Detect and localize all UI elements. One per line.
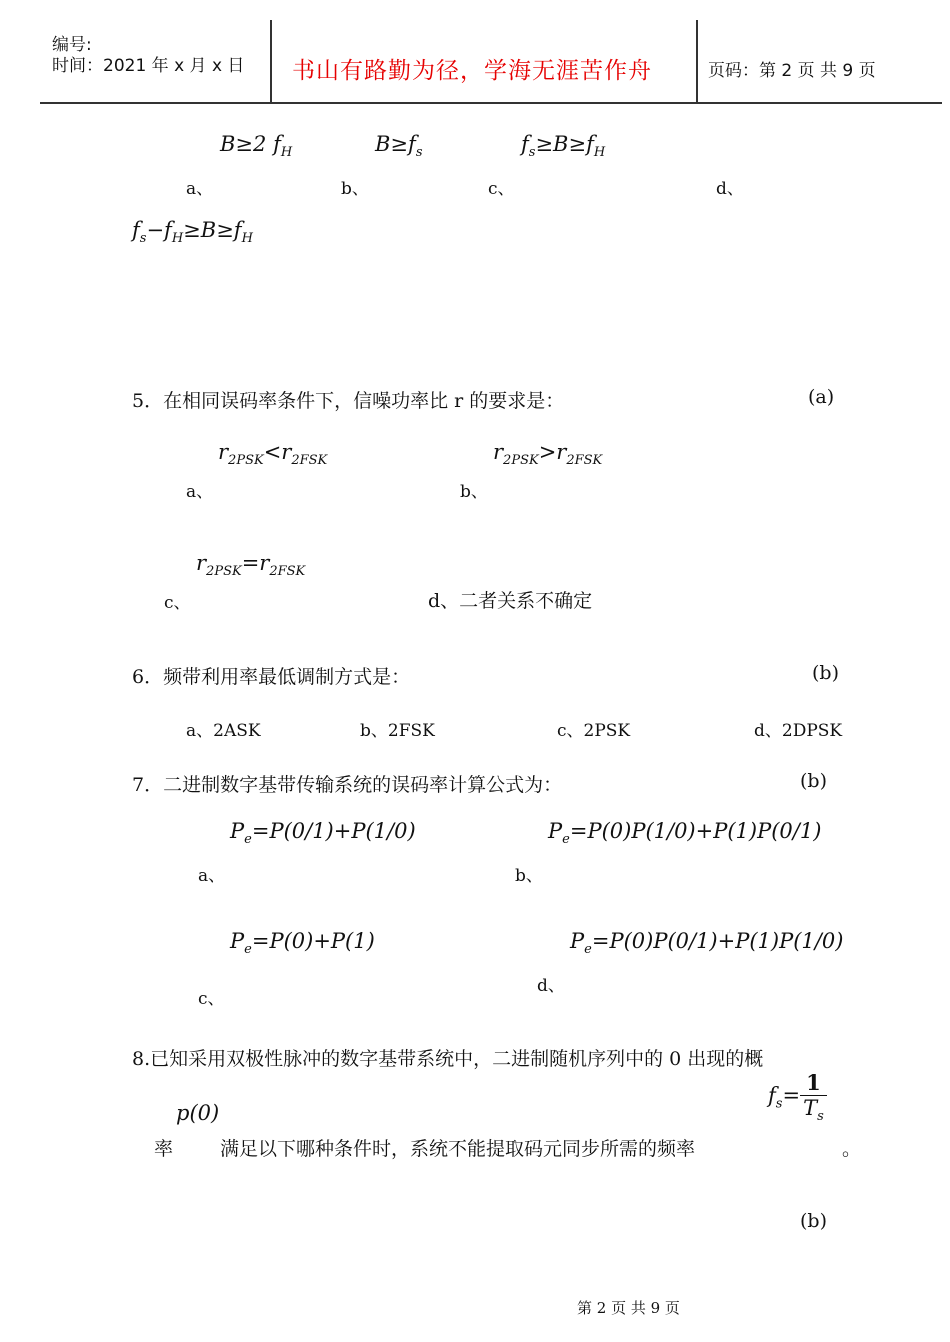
label-4c: c、 [488, 179, 515, 199]
formula-7a: $P_e=P(0/1)+P(1/0)$ [230, 819, 416, 847]
formula-4d: $f_s-f_H\ge B\ge f_H$ [132, 218, 253, 246]
page-footer: 第 2 页 共 9 页 [577, 1299, 680, 1317]
question-8-answer: (b) [800, 1210, 827, 1232]
header-divider-left [270, 20, 272, 103]
question-8-stem-line2-a: 率 [154, 1138, 174, 1160]
option-5d: d、二者关系不确定 [428, 590, 593, 612]
question-5-answer: (a) [808, 386, 835, 408]
formula-5b: $r_{2PSK}>r_{2FSK}$ [493, 440, 603, 468]
question-7-stem: 7．二进制数字基带传输系统的误码率计算公式为： [132, 774, 563, 796]
time-label: 时间：2021 年 x 月 x 日 [52, 56, 245, 76]
label-4b: b、 [341, 179, 369, 199]
question-8-stem-end: 。 [842, 1138, 862, 1160]
label-7a: a、 [198, 866, 226, 886]
question-8-stem-line2-b: 满足以下哪种条件时，系统不能提取码元同步所需的频率 [220, 1138, 696, 1160]
question-6-stem: 6．频带利用率最低调制方式是： [132, 666, 411, 688]
option-6c: c、2PSK [557, 721, 631, 741]
label-4d: d、 [716, 179, 744, 199]
fraction-1-over-Ts: $\frac{1}{T_s}$ [800, 1070, 827, 1124]
formula-4b: $B\ge f_s$ [375, 132, 423, 160]
label-7c: c、 [198, 989, 225, 1009]
question-7-answer: (b) [800, 770, 827, 792]
label-5b: b、 [460, 482, 488, 502]
formula-7b: $P_e=P(0)P(1/0)+P(1)P(0/1)$ [548, 819, 822, 847]
option-6b: b、2FSK [360, 721, 435, 741]
label-4a: a、 [186, 179, 214, 199]
formula-4a: B≥2 $f_H$ [220, 132, 293, 160]
formula-5c: $r_{2PSK}=r_{2FSK}$ [196, 551, 306, 579]
motto: 书山有路勤为径，学海无涯苦作舟 [292, 58, 652, 84]
doc-number-label: 编号: [52, 35, 92, 55]
question-5-stem: 5．在相同误码率条件下，信噪功率比 r 的要求是： [132, 390, 565, 412]
formula-7c: $P_e=P(0)+P(1)$ [230, 929, 375, 957]
formula-7d: $P_e=P(0)P(0/1)+P(1)P(1/0)$ [570, 929, 844, 957]
question-8-stem-line1: 8.已知采用双极性脉冲的数字基带系统中，二进制随机序列中的 0 出现的概 [132, 1048, 764, 1070]
page-info: 页码：第 2 页 共 9 页 [708, 61, 876, 81]
option-6a: a、2ASK [186, 721, 261, 741]
label-7b: b、 [515, 866, 543, 886]
header-bottom-rule [40, 102, 942, 104]
header-divider-right [696, 20, 698, 103]
formula-8-p0: p(0) [176, 1101, 220, 1125]
question-6-answer: (b) [812, 662, 839, 684]
label-5c: c、 [164, 593, 191, 613]
label-7d: d、 [537, 976, 565, 996]
formula-8-fs: $f_s=$ $\frac{1}{T_s}$ [768, 1070, 827, 1124]
label-5a: a、 [186, 482, 214, 502]
formula-4c: $f_s\ge B\ge f_H$ [521, 132, 606, 160]
formula-5a: $r_{2PSK}<r_{2FSK}$ [218, 440, 328, 468]
option-6d: d、2DPSK [754, 721, 843, 741]
